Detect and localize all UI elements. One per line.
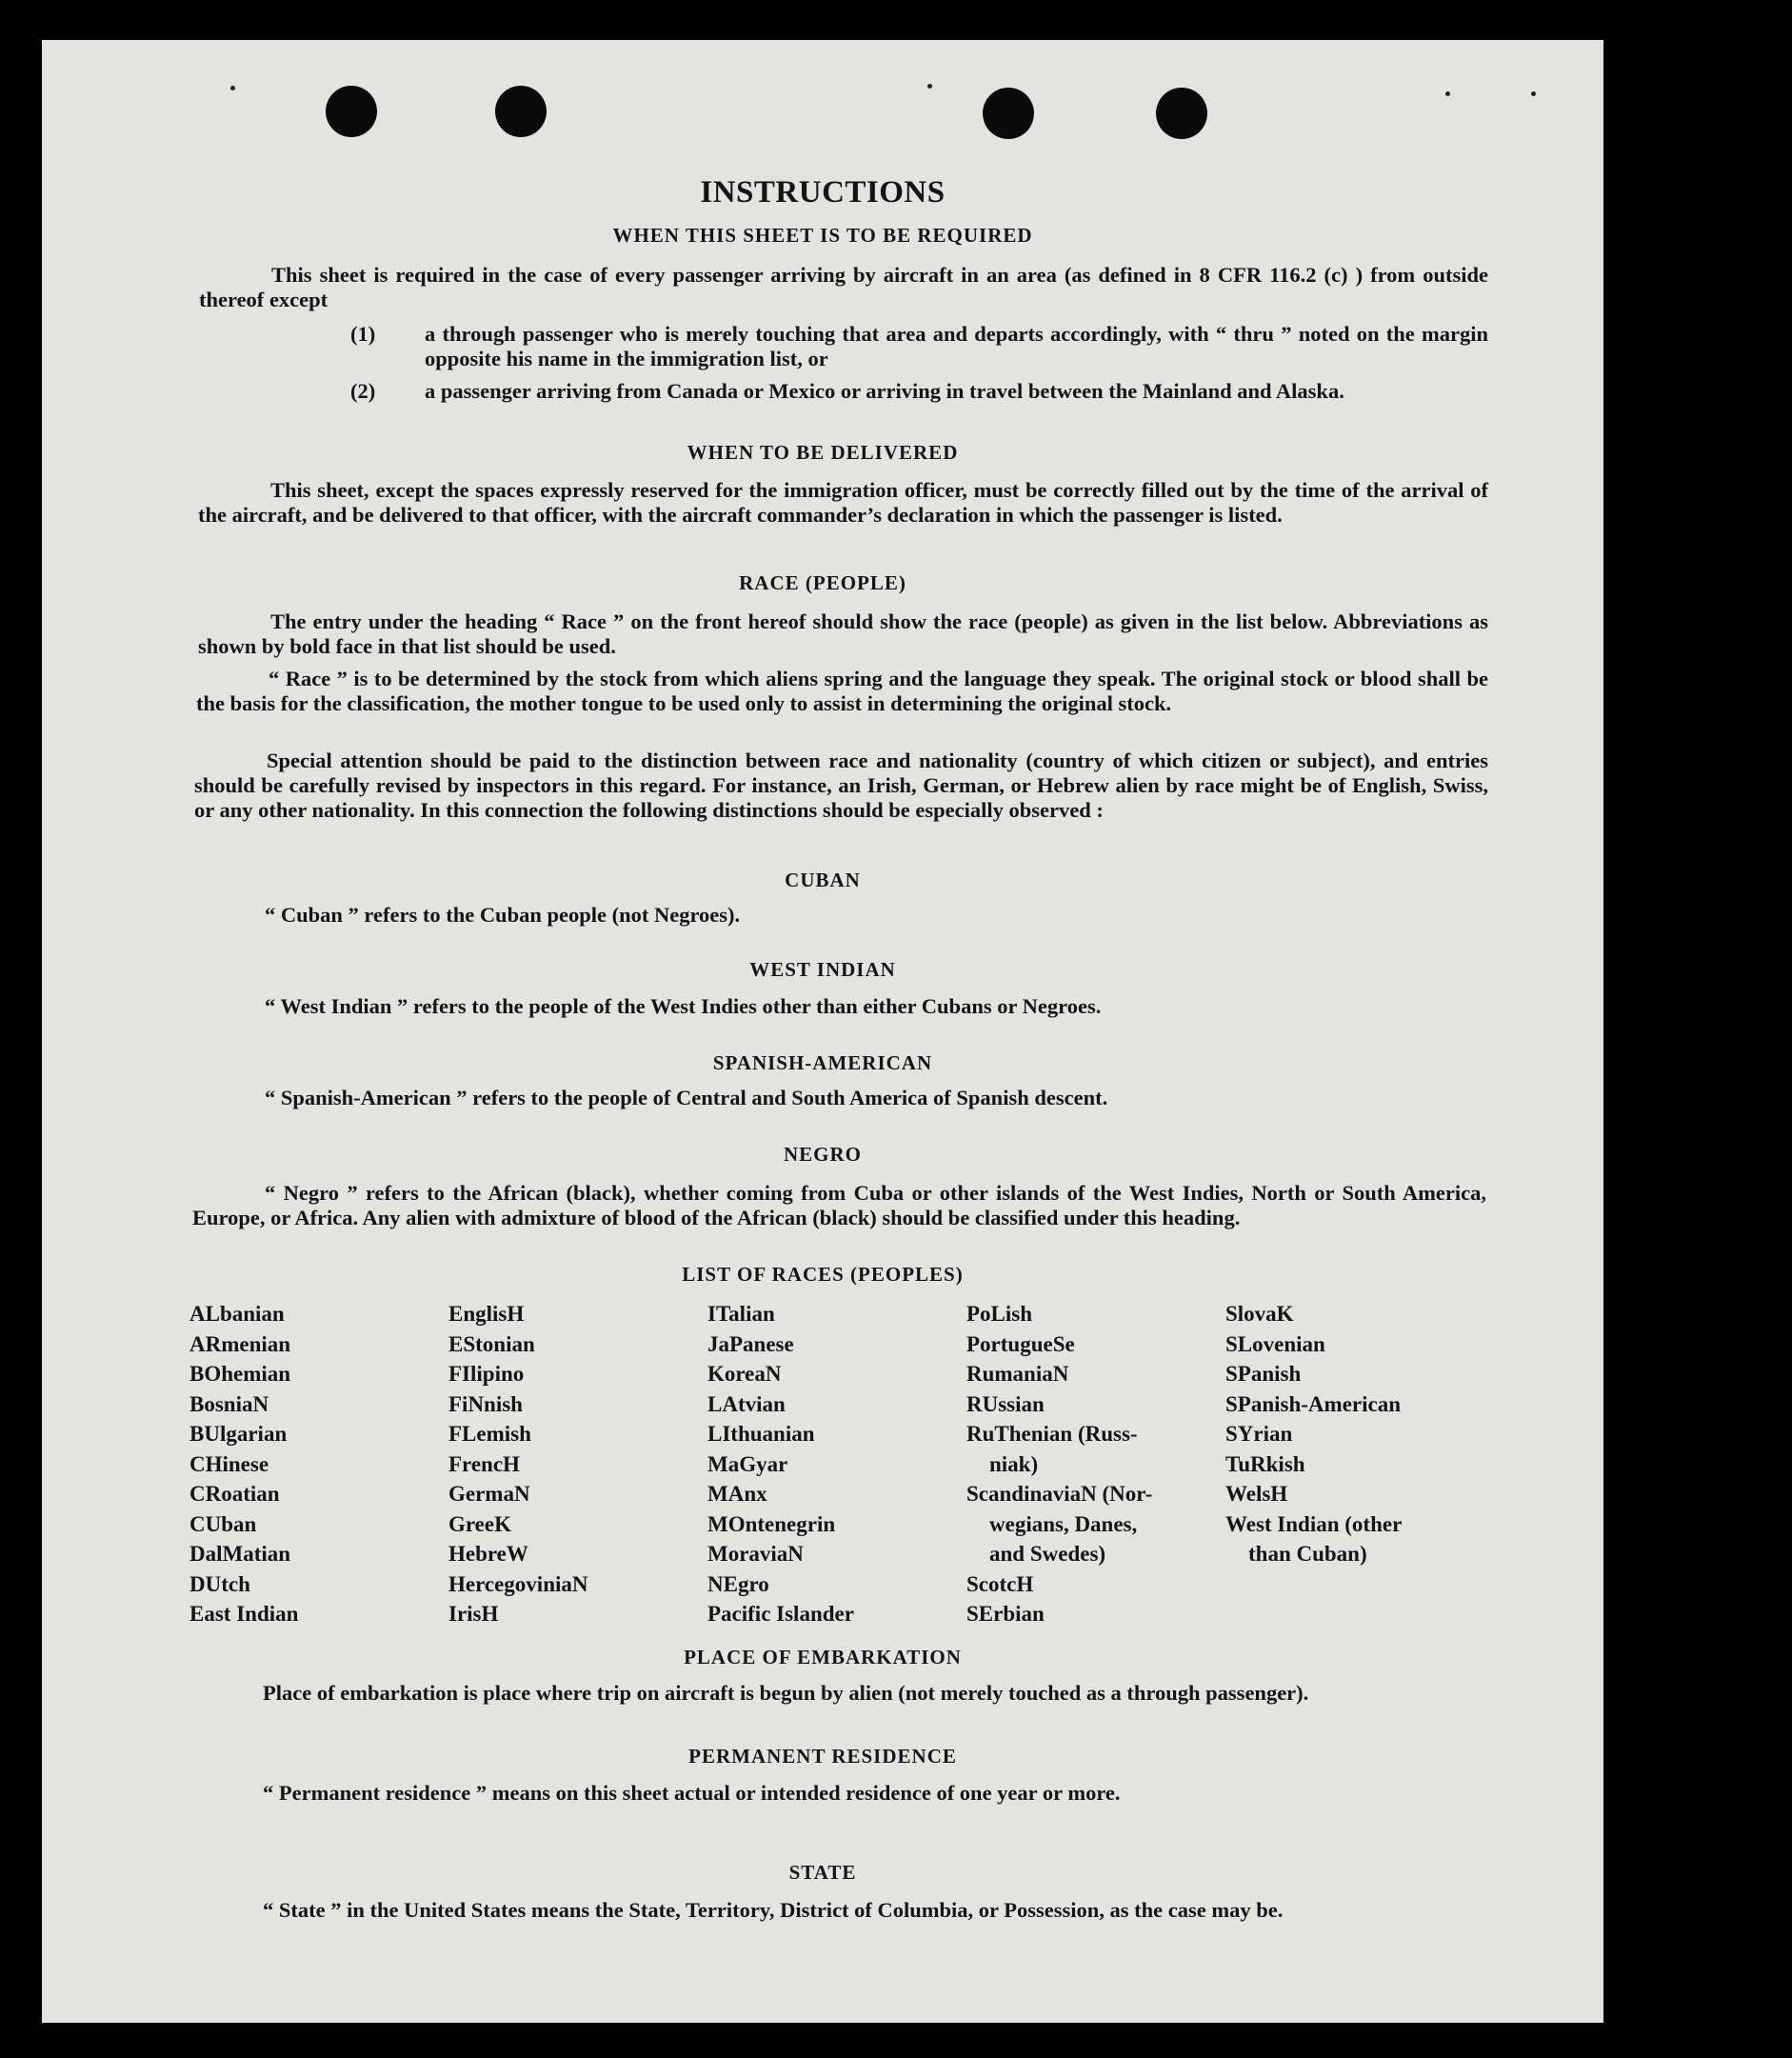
race-item: SPanish-American: [1225, 1391, 1401, 1416]
embarkation-text: Place of embarkation is place where trip on aircraft is begun by alien (not merely touched as a through passenger).: [263, 1681, 1309, 1705]
race-item: GermaN: [448, 1482, 530, 1506]
race-item: ARmenian: [189, 1331, 291, 1356]
race-item: DalMatian: [189, 1542, 291, 1566]
race-item: HebreW: [448, 1542, 528, 1566]
heading-delivered: WHEN TO BE DELIVERED: [687, 441, 959, 464]
heading-race: RACE (PEOPLE): [739, 571, 906, 594]
race-item: SErbian: [966, 1602, 1045, 1626]
heading-negro: NEGRO: [783, 1143, 862, 1166]
race-item-continued: wegians, Danes,: [989, 1511, 1138, 1536]
race-item: CUban: [189, 1511, 257, 1536]
heading-embarkation: PLACE OF EMBARKATION: [684, 1646, 962, 1668]
spanish-american-text: “ Spanish-American ” refers to the people of Central and South America of Spanish descent.: [265, 1086, 1108, 1109]
race-item: FiNnish: [448, 1391, 523, 1416]
race-item: LIthuanian: [707, 1422, 815, 1446]
race-item: JaPanese: [707, 1331, 794, 1356]
cuban-text: “ Cuban ” refers to the Cuban people (not Negroes).: [265, 903, 741, 927]
race-item: SlovaK: [1225, 1302, 1294, 1326]
race-item: MaGyar: [707, 1451, 788, 1476]
document-sheet: [42, 40, 1603, 2023]
required-item-1: a through passenger who is merely touching that area and departs accordingly, with “ thru ” noted on the margin opposite his name in the immigration list, or: [425, 322, 1488, 370]
paper-speck: [1531, 91, 1536, 96]
heading-spanish-american: SPANISH-AMERICAN: [712, 1051, 933, 1074]
race-item: SYrian: [1225, 1422, 1293, 1446]
race-item: East Indian: [189, 1602, 299, 1626]
race-item-continued: niak): [989, 1451, 1039, 1476]
race-item: BOhemian: [189, 1362, 291, 1386]
race-paragraph-2: “ Race ” is to be determined by the stock from which aliens spring and the language they speak. The original stock or blood shall be the basis for the classification, the mother tongue to be used only to assist in determining the original stock.: [196, 667, 1488, 715]
race-item: ALbanian: [189, 1302, 285, 1326]
paper-speck: [230, 86, 235, 90]
race-item: CRoatian: [189, 1482, 280, 1506]
race-item: RumaniaN: [966, 1362, 1069, 1386]
race-item: EnglisH: [448, 1302, 525, 1326]
races-column-5: [1225, 1299, 1484, 1629]
race-item: RUssian: [966, 1391, 1045, 1416]
races-column-1: [189, 1299, 448, 1629]
race-item: EStonian: [448, 1331, 535, 1356]
race-item: SLovenian: [1225, 1331, 1325, 1356]
race-item: PoLish: [966, 1302, 1033, 1326]
race-paragraph-1: The entry under the heading “ Race ” on the front hereof should show the race (people) as given in the list below. Abbreviations as shown by bold face in that list should be used.: [198, 609, 1488, 658]
punch-hole: [1156, 88, 1207, 139]
race-item: MoraviaN: [707, 1542, 804, 1566]
state-text: “ State ” in the United States means the State, Territory, District of Columbia, or Possession, as the case may be.: [263, 1898, 1284, 1922]
races-column-3: [707, 1299, 966, 1629]
race-item: CHinese: [189, 1451, 269, 1476]
race-item: ScotcH: [966, 1571, 1034, 1596]
race-item: ScandinaviaN (Nor-: [966, 1482, 1153, 1506]
paper-speck: [1445, 91, 1450, 96]
race-item: West Indian (other: [1225, 1511, 1403, 1536]
races-column-4: [966, 1299, 1225, 1629]
punch-hole: [983, 88, 1034, 139]
race-item: IrisH: [448, 1602, 499, 1626]
required-item-2: a passenger arriving from Canada or Mexico or arriving in travel between the Mainland and Alaska.: [425, 379, 1344, 403]
race-item-continued: than Cuban): [1248, 1542, 1367, 1566]
heading-state: STATE: [788, 1861, 857, 1884]
punch-hole: [326, 86, 377, 137]
race-item: BUlgarian: [189, 1422, 288, 1446]
race-item: MAnx: [707, 1482, 767, 1506]
heading-west-indian: WEST INDIAN: [749, 958, 896, 981]
heading-list-of-races: LIST OF RACES (PEOPLES): [682, 1263, 964, 1286]
emphasis-except: except: [269, 288, 329, 311]
negro-text: “ Negro ” refers to the African (black), whether coming from Cuba or other islands of the West Indies, North or South America, Europe, or Africa. Any alien with admixture of blood of the African (black) should be classified under this heading.: [192, 1181, 1486, 1229]
race-item: FrencH: [448, 1451, 520, 1476]
race-item: HercegoviniaN: [448, 1571, 588, 1596]
race-item: PortugueSe: [966, 1331, 1075, 1356]
race-item: FLemish: [448, 1422, 531, 1446]
race-item: GreeK: [448, 1511, 511, 1536]
race-item: KoreaN: [707, 1362, 782, 1386]
residence-text: “ Permanent residence ” means on this sheet actual or intended residence of one year or more.: [263, 1781, 1121, 1805]
race-item: TuRkish: [1225, 1451, 1305, 1476]
race-item: DUtch: [189, 1571, 250, 1596]
delivered-text: This sheet, except the spaces expressly reserved for the immigration officer, must be correctly filled out by the time of the arrival of the aircraft, and be delivered to that officer, with the aircraft commander’s declaration in which the passenger is listed.: [198, 478, 1488, 527]
race-item: ITalian: [707, 1302, 775, 1326]
races-list: [189, 1299, 1484, 1629]
race-item-continued: and Swedes): [989, 1542, 1106, 1566]
paper-speck: [927, 84, 932, 89]
race-item: NEgro: [707, 1571, 769, 1596]
race-item: RuThenian (Russ-: [966, 1422, 1138, 1446]
race-item: LAtvian: [707, 1391, 786, 1416]
page-title: INSTRUCTIONS: [700, 175, 946, 210]
punch-hole: [495, 86, 547, 137]
required-item-2-number: (2): [350, 379, 376, 403]
race-item: WelsH: [1225, 1482, 1288, 1506]
race-item: BosniaN: [189, 1391, 269, 1416]
heading-cuban: CUBAN: [785, 869, 861, 891]
required-intro: This sheet is required in the case of every passenger arriving by aircraft in an area (as defined in 8 CFR 116.2 (c) ) from outside thereof except: [199, 263, 1488, 311]
heading-required: WHEN THIS SHEET IS TO BE REQUIRED: [612, 224, 1033, 247]
race-paragraph-3: Special attention should be paid to the distinction between race and nationality (country of which citizen or subject), and entries should be carefully revised by inspectors in this regard. For instance, an Irish, German, or Hebrew alien by race might be of English, Swiss, or any other nationality. In this connection the following distinctions should be especially observed :: [194, 749, 1488, 822]
west-indian-text: “ West Indian ” refers to the people of the West Indies other than either Cubans or Negroes.: [265, 994, 1102, 1018]
race-item: SPanish: [1225, 1362, 1302, 1386]
heading-residence: PERMANENT RESIDENCE: [688, 1745, 957, 1768]
race-item: Pacific Islander: [707, 1602, 854, 1626]
race-item: FIlipino: [448, 1362, 525, 1386]
races-column-2: [448, 1299, 707, 1629]
race-item: MOntenegrin: [707, 1511, 836, 1536]
required-item-1-number: (1): [350, 322, 376, 346]
